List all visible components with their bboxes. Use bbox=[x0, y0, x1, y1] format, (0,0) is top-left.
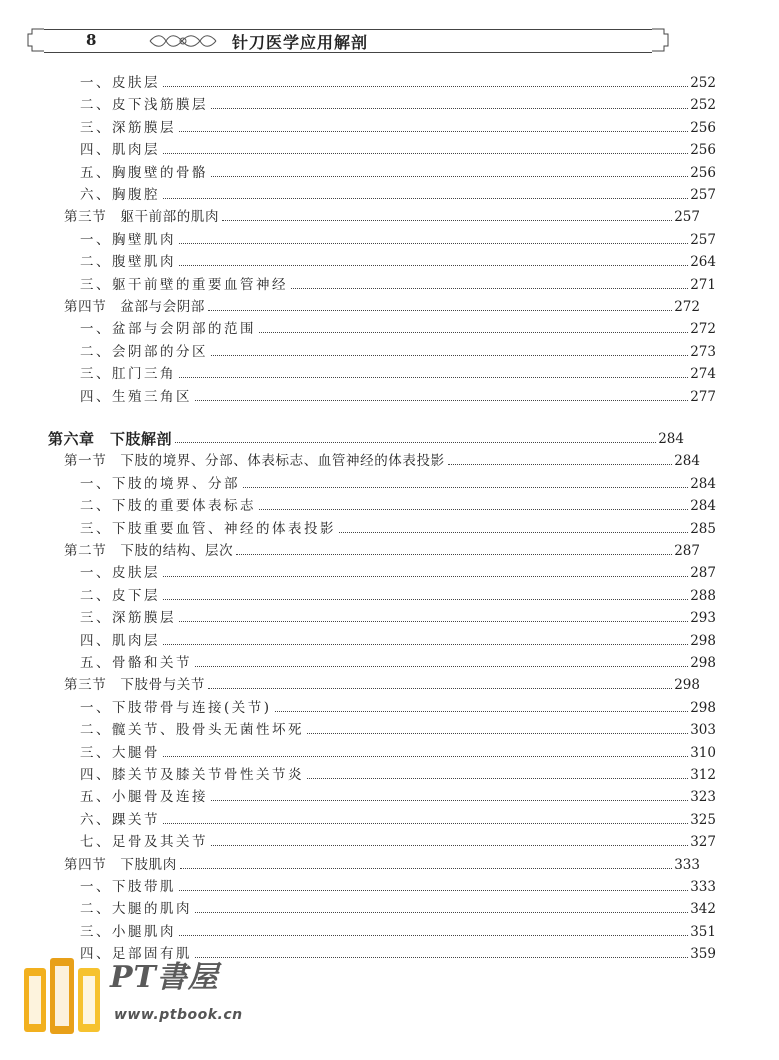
toc-item-row bbox=[0, 628, 779, 650]
toc-entry-title: 二、腹壁肌肉 bbox=[80, 254, 176, 271]
toc-entry-title: 一、胸壁肌肉 bbox=[80, 231, 176, 248]
dot-leader bbox=[179, 620, 688, 622]
toc-section-row bbox=[0, 852, 763, 874]
toc-entry-title: 二、皮下浅筋膜层 bbox=[80, 97, 208, 114]
toc-entry-title: 一、下肢的境界、分部 bbox=[80, 475, 240, 492]
toc-entry-page: 287 bbox=[690, 565, 716, 582]
toc-entry-page: 312 bbox=[690, 767, 716, 783]
dot-leader bbox=[259, 508, 688, 510]
toc-entry-page: 351 bbox=[690, 923, 716, 940]
toc-entry-page: 298 bbox=[690, 632, 716, 649]
dot-leader bbox=[307, 732, 688, 734]
toc-section-row bbox=[0, 204, 763, 226]
dot-leader bbox=[259, 331, 688, 333]
toc-entry-title: 三、深筋膜层 bbox=[80, 119, 176, 136]
toc-item-row bbox=[0, 493, 779, 515]
dot-leader bbox=[208, 687, 672, 689]
dot-leader bbox=[163, 152, 688, 154]
books-logo-icon bbox=[22, 950, 102, 1038]
toc-section-row bbox=[0, 538, 763, 560]
dot-leader bbox=[163, 197, 688, 199]
dot-leader bbox=[275, 710, 689, 712]
dot-leader bbox=[195, 399, 688, 401]
toc-entry-title: 二、皮下层 bbox=[80, 587, 160, 604]
toc-entry-title: 三、深筋膜层 bbox=[80, 610, 176, 627]
toc-item-row bbox=[0, 137, 779, 159]
dot-leader bbox=[179, 242, 688, 244]
toc-entry-page: 256 bbox=[690, 164, 716, 181]
toc-entry-title: 一、盆部与会阴部的范围 bbox=[80, 321, 256, 338]
dot-leader bbox=[175, 441, 656, 443]
toc-entry-title: 四、足部固有肌 bbox=[80, 946, 192, 963]
toc-item-row bbox=[0, 829, 779, 851]
dot-leader bbox=[195, 911, 688, 913]
toc-item-row bbox=[0, 272, 779, 294]
dot-leader bbox=[291, 287, 688, 289]
toc-entry-title: 三、大腿骨 bbox=[80, 744, 160, 761]
toc-entry-page: 264 bbox=[690, 254, 716, 271]
knot-ornament-icon bbox=[148, 32, 218, 50]
toc-entry-page: 284 bbox=[674, 453, 700, 470]
toc-entry-page: 323 bbox=[690, 789, 716, 806]
toc-item-row bbox=[0, 762, 779, 784]
toc-section-row bbox=[0, 672, 763, 694]
toc-item-row bbox=[0, 516, 779, 538]
toc-entry-page: 303 bbox=[690, 722, 716, 739]
toc-section-row bbox=[0, 294, 763, 316]
toc-entry-title: 六、踝关节 bbox=[80, 811, 160, 828]
toc-entry-page: 252 bbox=[690, 75, 716, 91]
dot-leader bbox=[211, 844, 688, 846]
toc-entry-title: 四、膝关节及膝关节骨性关节炎 bbox=[80, 767, 304, 783]
toc-entry-title: 三、小腿肌肉 bbox=[80, 923, 176, 940]
toc-entry-page: 252 bbox=[690, 97, 716, 114]
watermark bbox=[22, 950, 282, 1050]
toc-entry-page: 287 bbox=[674, 543, 700, 559]
toc-entry-title: 二、髋关节、股骨头无菌性坏死 bbox=[80, 722, 304, 739]
toc-item-row bbox=[0, 717, 779, 739]
toc-item-row bbox=[0, 115, 779, 137]
toc-entry-title: 三、躯干前壁的重要血管神经 bbox=[80, 276, 288, 293]
dot-leader bbox=[448, 463, 673, 465]
dot-leader bbox=[163, 822, 688, 824]
toc-entry-title: 二、下肢的重要体表标志 bbox=[80, 498, 256, 515]
toc-item-row bbox=[0, 249, 779, 271]
toc-item-row bbox=[0, 605, 779, 627]
toc-entry-page: 298 bbox=[690, 699, 716, 716]
toc-entry-page: 285 bbox=[690, 520, 716, 537]
toc-entry-page: 284 bbox=[658, 431, 684, 447]
toc-entry-title: 第三节 下肢骨与关节 bbox=[64, 677, 205, 694]
toc-entry-title: 一、下肢带肌 bbox=[80, 879, 176, 895]
toc-entry-page: 342 bbox=[690, 901, 716, 918]
toc-entry-page: 257 bbox=[690, 231, 716, 248]
toc-entry-page: 273 bbox=[690, 343, 716, 360]
toc-entry-title: 第一节 下肢的境界、分部、体表标志、血管神经的体表投影 bbox=[64, 453, 445, 470]
toc-item-row bbox=[0, 316, 779, 338]
book-page bbox=[55, 966, 69, 1026]
toc-entry-title: 三、肛门三角 bbox=[80, 366, 176, 383]
toc-entry-page: 256 bbox=[690, 142, 716, 159]
toc-item-row bbox=[0, 227, 779, 249]
toc-item-row bbox=[0, 384, 779, 406]
book-page bbox=[29, 976, 41, 1024]
dot-leader bbox=[163, 598, 688, 600]
dot-leader bbox=[163, 755, 688, 757]
watermark-url: www.ptbook.cn bbox=[114, 1007, 243, 1023]
toc-entry-page: 257 bbox=[674, 209, 700, 226]
page-number: 8 bbox=[86, 31, 97, 49]
toc-item-row bbox=[0, 361, 779, 383]
dot-leader bbox=[163, 85, 688, 87]
toc-item-row bbox=[0, 740, 779, 762]
dot-leader bbox=[163, 575, 688, 577]
toc-item-row bbox=[0, 92, 779, 114]
toc-entry-page: 272 bbox=[674, 299, 700, 315]
toc-item-row bbox=[0, 650, 779, 672]
dot-leader bbox=[222, 219, 672, 221]
toc-item-row bbox=[0, 784, 779, 806]
dot-leader bbox=[179, 889, 688, 891]
toc-item-row bbox=[0, 695, 779, 717]
toc-item-row bbox=[0, 896, 779, 918]
dot-leader bbox=[179, 264, 688, 266]
toc-entry-page: 293 bbox=[690, 610, 716, 627]
dot-leader bbox=[195, 665, 688, 667]
toc-entry-title: 四、生殖三角区 bbox=[80, 388, 192, 405]
toc-entry-page: 298 bbox=[674, 677, 700, 694]
toc-item-row bbox=[0, 70, 779, 92]
dot-leader bbox=[179, 376, 688, 378]
toc-entry-title: 五、胸腹壁的骨骼 bbox=[80, 164, 208, 181]
toc-entry-page: 359 bbox=[690, 946, 716, 963]
toc-entry-page: 284 bbox=[690, 498, 716, 515]
toc-entry-page: 288 bbox=[690, 587, 716, 604]
toc-item-row bbox=[0, 471, 779, 493]
toc-entry-title: 第四节 盆部与会阴部 bbox=[64, 299, 205, 315]
toc-entry-title: 第四节 下肢肌肉 bbox=[64, 856, 177, 873]
dot-leader bbox=[179, 934, 688, 936]
toc-item-row bbox=[0, 182, 779, 204]
toc-entry-page: 256 bbox=[690, 119, 716, 136]
toc-section-row bbox=[0, 448, 763, 470]
toc-entry-title: 四、肌肉层 bbox=[80, 632, 160, 649]
dot-leader bbox=[211, 107, 688, 109]
toc-entry-title: 七、足骨及其关节 bbox=[80, 834, 208, 851]
toc-entry-title: 五、小腿骨及连接 bbox=[80, 789, 208, 806]
book-title: 针刀医学应用解剖 bbox=[232, 33, 369, 52]
dot-leader bbox=[211, 354, 688, 356]
toc-entry-title: 三、下肢重要血管、神经的体表投影 bbox=[80, 520, 336, 537]
toc-entry-title: 五、骨骼和关节 bbox=[80, 655, 192, 671]
dot-leader bbox=[339, 531, 688, 533]
toc-item-row bbox=[0, 807, 779, 829]
toc-entry-title: 一、下肢带骨与连接(关节) bbox=[80, 699, 272, 716]
toc-entry-title: 一、皮肤层 bbox=[80, 565, 160, 582]
dot-leader bbox=[163, 643, 688, 645]
dot-leader bbox=[236, 553, 672, 555]
dot-leader bbox=[307, 777, 688, 779]
toc-entry-title: 第二节 下肢的结构、层次 bbox=[64, 543, 234, 559]
header-left-bracket bbox=[28, 26, 44, 54]
toc-entry-page: 274 bbox=[690, 366, 716, 383]
toc-entry-page: 271 bbox=[690, 276, 716, 293]
toc-entry-page: 327 bbox=[690, 834, 716, 851]
running-header bbox=[28, 26, 668, 58]
toc-item-row bbox=[0, 583, 779, 605]
dot-leader bbox=[179, 130, 688, 132]
toc-item-row bbox=[0, 339, 779, 361]
toc-entry-page: 325 bbox=[690, 811, 716, 828]
toc-entry-page: 333 bbox=[690, 879, 716, 895]
toc-entry-page: 257 bbox=[690, 187, 716, 203]
toc-entry-title: 第三节 躯干前部的肌肉 bbox=[64, 209, 220, 226]
toc-entry-page: 284 bbox=[690, 475, 716, 492]
toc-item-row bbox=[0, 160, 779, 182]
toc-entry-title: 第六章 下肢解剖 bbox=[48, 430, 173, 448]
book-page bbox=[83, 976, 95, 1024]
toc-entry-title: 六、胸腹腔 bbox=[80, 187, 160, 203]
toc-item-row bbox=[0, 919, 779, 941]
toc-entry-title: 二、会阴部的分区 bbox=[80, 343, 208, 360]
toc-entry-page: 333 bbox=[674, 856, 700, 873]
dot-leader bbox=[208, 309, 672, 311]
toc-entry-page: 277 bbox=[690, 388, 716, 405]
toc-item-row bbox=[0, 560, 779, 582]
dot-leader bbox=[211, 799, 688, 801]
watermark-brand: PT書屋 bbox=[110, 960, 219, 995]
toc-item-row bbox=[0, 874, 779, 896]
toc-entry-page: 298 bbox=[690, 655, 716, 671]
dot-leader bbox=[243, 486, 688, 488]
toc-entry-page: 310 bbox=[690, 744, 716, 761]
header-right-bracket bbox=[652, 26, 668, 54]
toc-entry-page: 272 bbox=[690, 321, 716, 338]
toc-entry-title: 二、大腿的肌肉 bbox=[80, 901, 192, 918]
toc-chapter-row bbox=[0, 422, 747, 448]
toc-entry-title: 一、皮肤层 bbox=[80, 75, 160, 91]
dot-leader bbox=[180, 867, 672, 869]
dot-leader bbox=[211, 175, 688, 177]
toc-entry-title: 四、肌肉层 bbox=[80, 142, 160, 159]
